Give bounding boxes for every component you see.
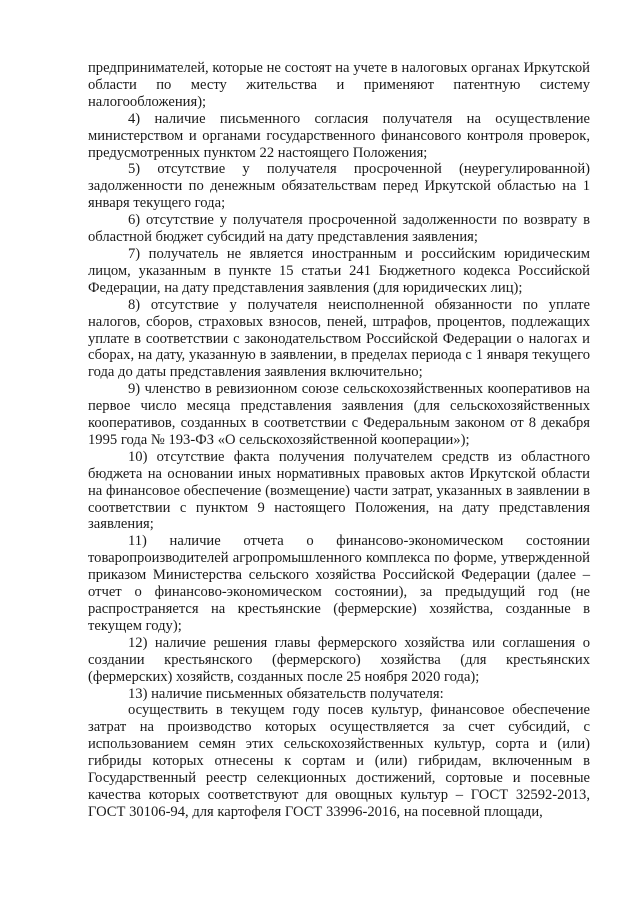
- paragraph-item-5: 5) отсутствие у получателя просроченной (неурегулированной) задолженности по денежным обязательствам перед Иркутской областью на 1 января текущего года;: [88, 161, 590, 212]
- paragraph-item-13-obligation: осуществить в текущем году посев культур, финансовое обеспечение затрат на производство которых осуществляется за счет субсидий, с использованием семян этих сельскохозяйственных культур, сорта и (или) гибриды которых отнесены к сортам и (или) гибридам, включенным в Государственный реестр селекционных достижений, сортовые и посевные качества которых соответствуют для овощных культур – ГОСТ 32592-2013, ГОСТ 30106-94, для картофеля ГОСТ 33996-2016, на посевной площади,: [88, 702, 590, 820]
- paragraph-item-9: 9) членство в ревизионном союзе сельскохозяйственных кооперативов на первое число месяца представления заявления (для сельскохозяйственных кооперативов, созданных в соответствии с Федеральным законом от 8 декабря 1995 года № 193-ФЗ «О сельскохозяйственной кооперации»);: [88, 381, 590, 448]
- paragraph-item-11: 11) наличие отчета о финансово-экономическом состоянии товаропроизводителей агропромышленного комплекса по форме, утвержденной приказом Министерства сельского хозяйства Российской Федерации (далее – отчет о финансово-экономическом состоянии), за предыдущий год (не распространяется на крестьянские (фермерские) хозяйства, созданные в текущем году);: [88, 533, 590, 634]
- paragraph-item-8: 8) отсутствие у получателя неисполненной обязанности по уплате налогов, сборов, страховых взносов, пеней, штрафов, процентов, подлежащих уплате в соответствии с законодательством Российской Федерации о налогах и сборах, на дату, указанную в заявлении, в пределах периода с 1 января текущего года до даты представления заявления включительно;: [88, 296, 590, 381]
- document-body: [88, 60, 590, 821]
- paragraph-item-6: 6) отсутствие у получателя просроченной задолженности по возврату в областной бюджет субсидий на дату представления заявления;: [88, 212, 590, 246]
- paragraph-item-13: 13) наличие письменных обязательств получателя:: [128, 685, 444, 702]
- paragraph-item-12: 12) наличие решения главы фермерского хозяйства или соглашения о создании крестьянского (фермерского) хозяйства (для крестьянских (фермерских) хозяйств, созданных после 25 ноября 2020 года);: [88, 634, 590, 685]
- paragraph-item-10: 10) отсутствие факта получения получателем средств из областного бюджета на основании иных нормативных правовых актов Иркутской области на финансовое обеспечение (возмещение) части затрат, указанных в заявлении в соответствии с пунктом 9 настоящего Положения, на дату представления заявления;: [88, 448, 590, 533]
- paragraph-item-4: 4) наличие письменного согласия получателя на осуществление министерством и органами государственного финансового контроля проверок, предусмотренных пунктом 22 настоящего Положения;: [88, 110, 590, 161]
- paragraph-item-7: 7) получатель не является иностранным и российским юридическим лицом, указанным в пункте 15 статьи 241 Бюджетного кодекса Российской Федерации, на дату представления заявления (для юридических лиц);: [88, 245, 590, 296]
- paragraph-continuation: предпринимателей, которые не состоят на учете в налоговых органах Иркутской области по месту жительства и применяют патентную систему налогообложения);: [88, 60, 590, 110]
